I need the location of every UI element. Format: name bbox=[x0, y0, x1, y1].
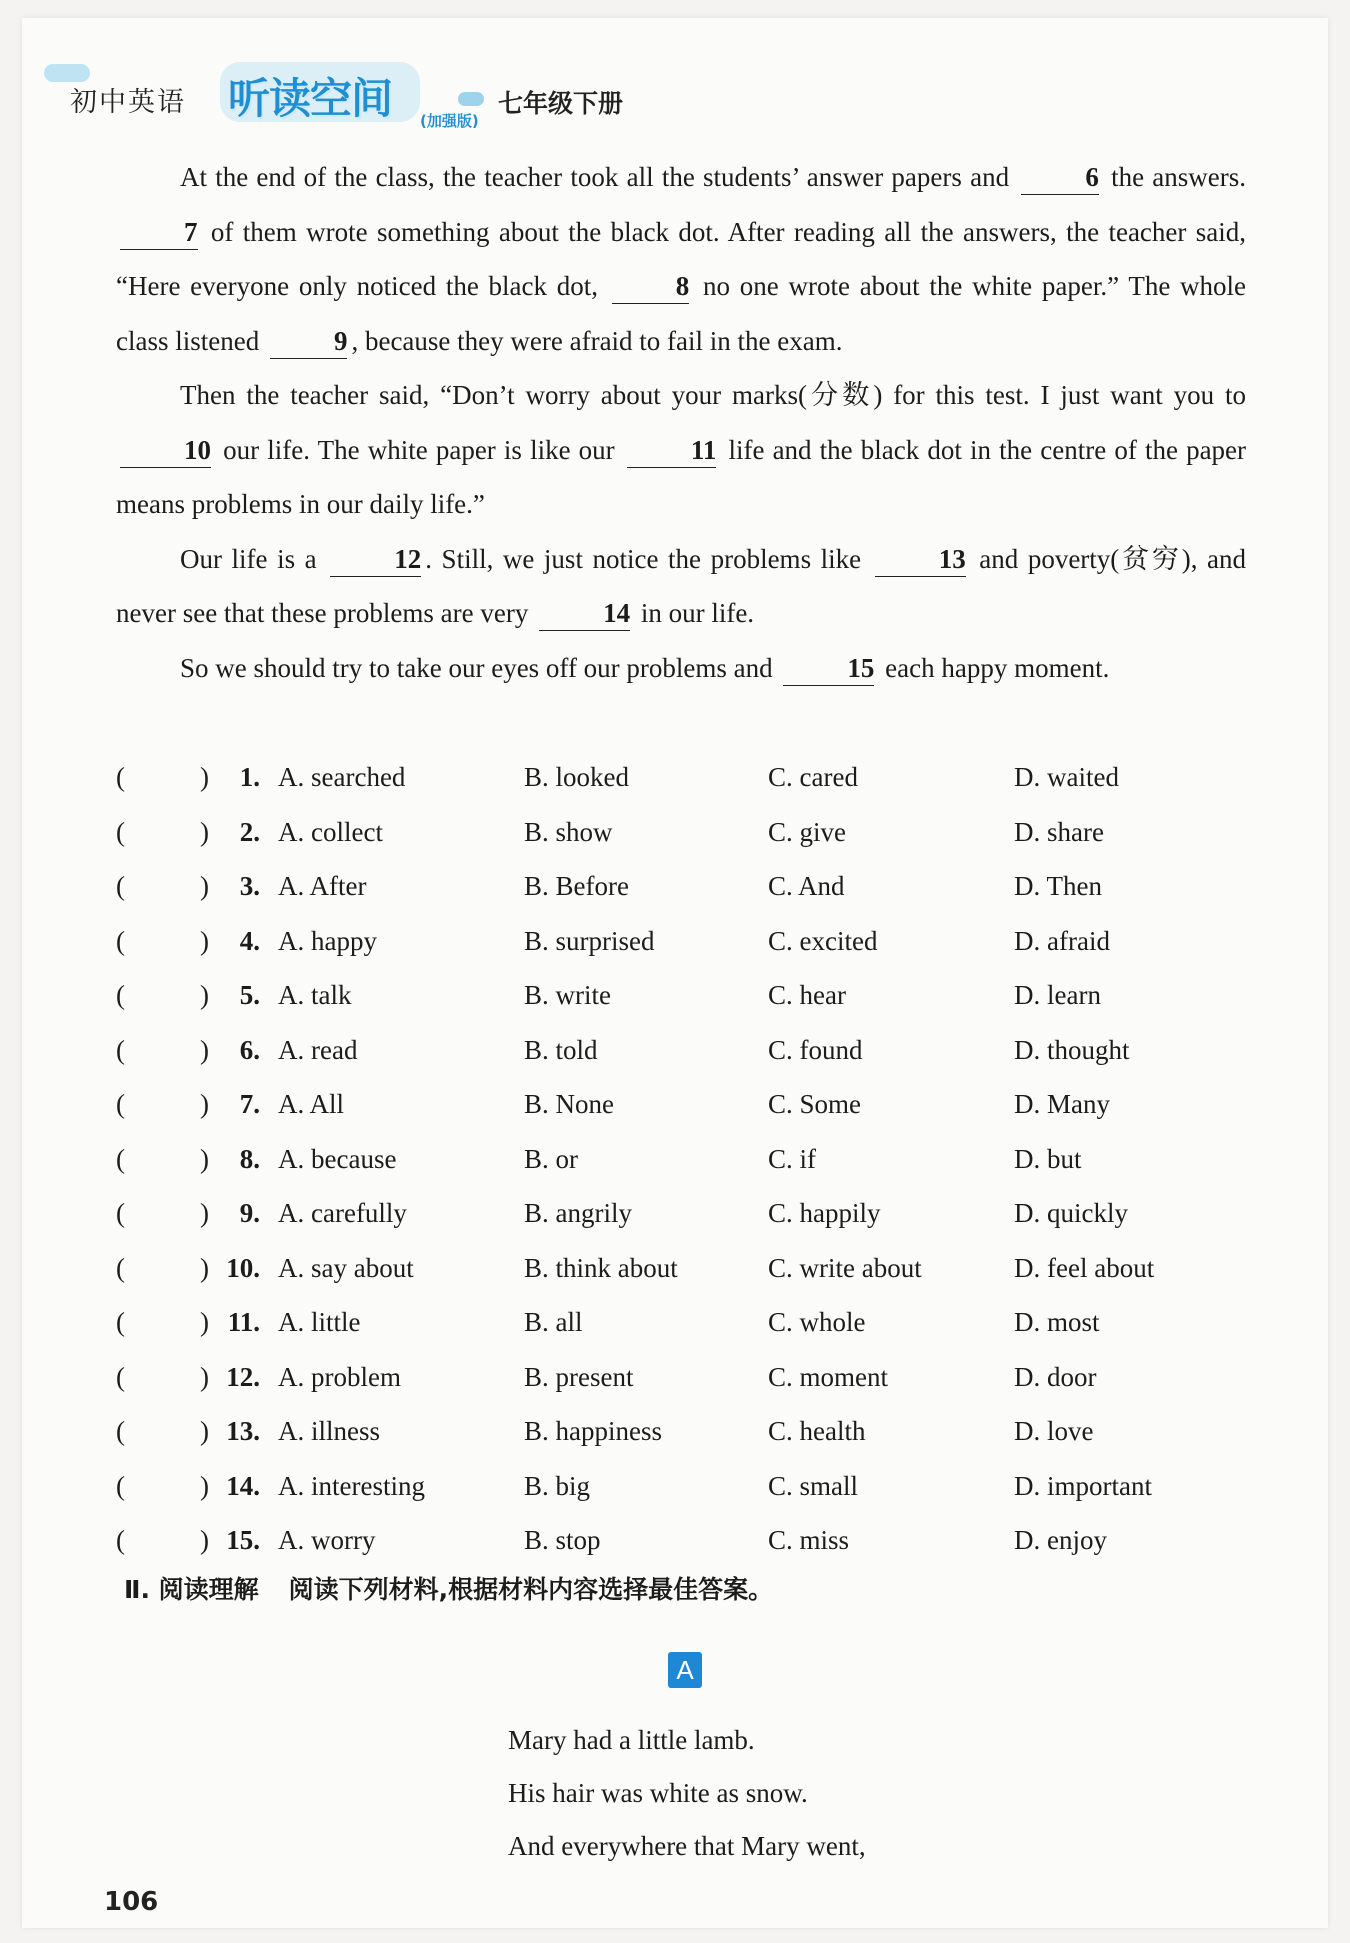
question-number: 9. bbox=[239, 1198, 260, 1228]
question-number: 15. bbox=[226, 1525, 260, 1555]
option-c: C. small bbox=[768, 1470, 859, 1501]
option-a: A. little bbox=[278, 1307, 361, 1337]
question-number: 3. bbox=[239, 871, 260, 901]
answer-paren-left[interactable]: ( bbox=[116, 1307, 125, 1337]
option-b: B. write bbox=[524, 980, 611, 1010]
option-b: B. or bbox=[524, 1143, 578, 1174]
option-d: D. enjoy bbox=[1014, 1525, 1107, 1555]
logo-subtitle: (加强版) bbox=[420, 112, 479, 130]
question-row bbox=[116, 1132, 1256, 1187]
option-a: A. say about bbox=[278, 1252, 414, 1283]
question-row bbox=[116, 1023, 1256, 1078]
option-c: C. excited bbox=[768, 925, 878, 956]
option-a: A. carefully bbox=[278, 1198, 407, 1228]
answer-paren-right: ) bbox=[200, 1416, 209, 1446]
blank-9: 9 bbox=[270, 324, 348, 359]
answer-paren-right: ) bbox=[200, 871, 209, 901]
answer-paren-right: ) bbox=[200, 1307, 209, 1337]
paragraph-1: At the end of the class, the teacher took all the students’ answer papers and 6 the answers. 7 of them wrote something about the black dot. After reading all the answers, the teacher said, “Here everyone only noticed the black dot, 8 no one wrote about the white paper.” The whole class listened 9 , because they were afraid to fail in the exam. bbox=[116, 150, 1246, 368]
option-a: A. collect bbox=[278, 816, 383, 847]
answer-paren-left[interactable]: ( bbox=[116, 1089, 125, 1119]
reading-passage-a bbox=[508, 1714, 866, 1873]
option-d: D. most bbox=[1014, 1307, 1100, 1337]
question-number: 1. bbox=[239, 762, 260, 792]
poem-line: And everywhere that Mary went, bbox=[508, 1831, 866, 1861]
option-d: D. share bbox=[1014, 816, 1104, 847]
option-d: D. but bbox=[1014, 1143, 1082, 1174]
answer-paren-right: ) bbox=[200, 762, 209, 792]
answer-paren-right: ) bbox=[200, 1361, 209, 1392]
section-instruction: 阅读下列材料,根据材料内容选择最佳答案。 bbox=[288, 1575, 774, 1604]
answer-paren-left[interactable]: ( bbox=[116, 925, 125, 956]
option-b: B. all bbox=[524, 1307, 583, 1337]
option-d: D. love bbox=[1014, 1416, 1094, 1446]
answer-paren-right: ) bbox=[200, 1252, 209, 1283]
paragraph-3: Our life is a 12 . Still, we just notice the problems like 13 and poverty(贫穷), and never see that these problems are very 14 in our life. bbox=[116, 532, 1246, 641]
option-c: C. happily bbox=[768, 1198, 881, 1228]
question-row bbox=[116, 1186, 1256, 1241]
option-d: D. waited bbox=[1014, 762, 1119, 792]
question-row bbox=[116, 1350, 1256, 1405]
question-number: 6. bbox=[239, 1034, 260, 1065]
blank-11: 11 bbox=[627, 433, 717, 468]
grade-label: 七年级下册 bbox=[498, 89, 624, 118]
option-b: B. big bbox=[524, 1470, 591, 1501]
answer-paren-right: ) bbox=[200, 980, 209, 1010]
option-d: D. important bbox=[1014, 1470, 1152, 1501]
option-a: A. illness bbox=[278, 1416, 381, 1446]
poem-line: His hair was white as snow. bbox=[508, 1778, 808, 1808]
option-d: D. feel about bbox=[1014, 1252, 1155, 1283]
option-c: C. And bbox=[768, 871, 845, 901]
blank-15: 15 bbox=[783, 651, 874, 686]
option-d: D. door bbox=[1014, 1361, 1097, 1392]
question-row bbox=[116, 1077, 1256, 1132]
section-label: Ⅱ. 阅读理解 bbox=[124, 1575, 259, 1604]
paragraph-2: Then the teacher said, “Don’t worry about your marks(分数) for this test. I just want you to 10 our life. The white paper is like our 11 life and the black dot in the centre of the paper means problems in our daily life.” bbox=[116, 380, 1247, 519]
answer-paren-left[interactable]: ( bbox=[116, 871, 125, 901]
answer-paren-right: ) bbox=[200, 1470, 209, 1501]
option-b: B. stop bbox=[524, 1525, 601, 1555]
question-row bbox=[116, 1459, 1256, 1514]
option-c: C. give bbox=[768, 816, 846, 847]
option-c: C. if bbox=[768, 1143, 817, 1174]
page-header bbox=[70, 60, 690, 140]
book-series-label: 初中英语 bbox=[70, 87, 186, 118]
question-number: 5. bbox=[239, 980, 260, 1010]
option-d: D. Then bbox=[1014, 871, 1102, 901]
option-d: D. learn bbox=[1014, 980, 1101, 1010]
blank-14: 14 bbox=[539, 596, 630, 631]
option-b: B. think about bbox=[524, 1252, 678, 1283]
option-b: B. angrily bbox=[524, 1198, 632, 1228]
option-d: D. thought bbox=[1014, 1034, 1130, 1065]
answer-paren-left[interactable]: ( bbox=[116, 1525, 125, 1555]
option-a: A. searched bbox=[278, 762, 406, 792]
answer-paren-right: ) bbox=[200, 1089, 209, 1119]
answer-paren-left[interactable]: ( bbox=[116, 762, 125, 792]
section-heading bbox=[124, 1570, 773, 1606]
option-b: B. show bbox=[524, 816, 613, 847]
question-number: 2. bbox=[239, 816, 260, 847]
question-number: 7. bbox=[239, 1089, 260, 1119]
answer-paren-left[interactable]: ( bbox=[116, 1143, 125, 1174]
dot-decoration bbox=[458, 92, 484, 106]
option-c: C. miss bbox=[768, 1525, 850, 1555]
question-row bbox=[116, 968, 1256, 1023]
answer-paren-left[interactable]: ( bbox=[116, 980, 125, 1010]
answer-paren-left[interactable]: ( bbox=[116, 816, 125, 847]
option-a: A. problem bbox=[278, 1361, 401, 1392]
answer-paren-left[interactable]: ( bbox=[116, 1470, 125, 1501]
option-a: A. talk bbox=[278, 980, 352, 1010]
answer-paren-right: ) bbox=[200, 1143, 209, 1174]
question-number: 8. bbox=[239, 1143, 260, 1174]
page-number: 106 bbox=[104, 1887, 159, 1917]
question-number: 13. bbox=[226, 1416, 260, 1446]
option-c: C. health bbox=[768, 1416, 866, 1446]
question-row bbox=[116, 1295, 1256, 1350]
poem-line: Mary had a little lamb. bbox=[508, 1725, 755, 1755]
option-a: A. worry bbox=[278, 1525, 376, 1555]
option-c: C. found bbox=[768, 1034, 863, 1065]
answer-paren-right: ) bbox=[200, 816, 209, 847]
answer-paren-left[interactable]: ( bbox=[116, 1034, 125, 1065]
book-logo: 听读空间 bbox=[228, 74, 393, 123]
blank-12: 12 bbox=[330, 542, 421, 577]
option-b: B. told bbox=[524, 1034, 598, 1065]
option-d: D. afraid bbox=[1014, 925, 1110, 956]
blank-8: 8 bbox=[612, 269, 690, 304]
option-b: B. happiness bbox=[524, 1416, 662, 1446]
answer-paren-right: ) bbox=[200, 1198, 209, 1228]
answer-options-list bbox=[116, 750, 1256, 1568]
question-number: 10. bbox=[226, 1252, 260, 1283]
blank-7: 7 bbox=[120, 215, 198, 250]
question-row bbox=[116, 1404, 1256, 1459]
option-c: C. whole bbox=[768, 1307, 866, 1337]
question-row bbox=[116, 805, 1256, 860]
question-number: 12. bbox=[226, 1361, 260, 1392]
answer-paren-left[interactable]: ( bbox=[116, 1198, 125, 1228]
answer-paren-right: ) bbox=[200, 925, 209, 956]
question-number: 4. bbox=[239, 925, 260, 956]
option-b: B. surprised bbox=[524, 925, 655, 956]
blank-10: 10 bbox=[120, 433, 211, 468]
question-row bbox=[116, 914, 1256, 969]
option-a: A. happy bbox=[278, 925, 377, 956]
option-c: C. hear bbox=[768, 980, 846, 1010]
option-b: B. present bbox=[524, 1361, 634, 1392]
option-d: D. Many bbox=[1014, 1089, 1110, 1119]
question-row bbox=[116, 1513, 1256, 1568]
option-a: A. After bbox=[278, 871, 367, 901]
option-b: B. looked bbox=[524, 762, 629, 792]
option-c: C. cared bbox=[768, 762, 858, 792]
option-c: C. moment bbox=[768, 1361, 888, 1392]
answer-paren-right: ) bbox=[200, 1034, 209, 1065]
answer-paren-left[interactable]: ( bbox=[116, 1416, 125, 1446]
blank-6: 6 bbox=[1021, 160, 1099, 195]
option-a: A. All bbox=[278, 1089, 345, 1119]
option-a: A. because bbox=[278, 1143, 397, 1174]
question-row bbox=[116, 750, 1256, 805]
option-d: D. quickly bbox=[1014, 1198, 1128, 1228]
passage-a-badge: A bbox=[668, 1652, 702, 1688]
question-number: 11. bbox=[227, 1307, 260, 1337]
blank-13: 13 bbox=[875, 542, 966, 577]
question-row bbox=[116, 1241, 1256, 1296]
option-c: C. Some bbox=[768, 1089, 862, 1119]
option-a: A. interesting bbox=[278, 1470, 425, 1501]
option-a: A. read bbox=[278, 1034, 358, 1065]
answer-paren-left[interactable]: ( bbox=[116, 1361, 125, 1392]
question-row bbox=[116, 859, 1256, 914]
option-b: B. None bbox=[524, 1089, 614, 1119]
question-number: 14. bbox=[226, 1470, 260, 1501]
answer-paren-left[interactable]: ( bbox=[116, 1252, 125, 1283]
cloze-passage bbox=[116, 150, 1246, 695]
paragraph-4: So we should try to take our eyes off our problems and 15 each happy moment. bbox=[116, 641, 1246, 696]
option-b: B. Before bbox=[524, 871, 629, 901]
option-c: C. write about bbox=[768, 1252, 922, 1283]
answer-paren-right: ) bbox=[200, 1525, 209, 1555]
